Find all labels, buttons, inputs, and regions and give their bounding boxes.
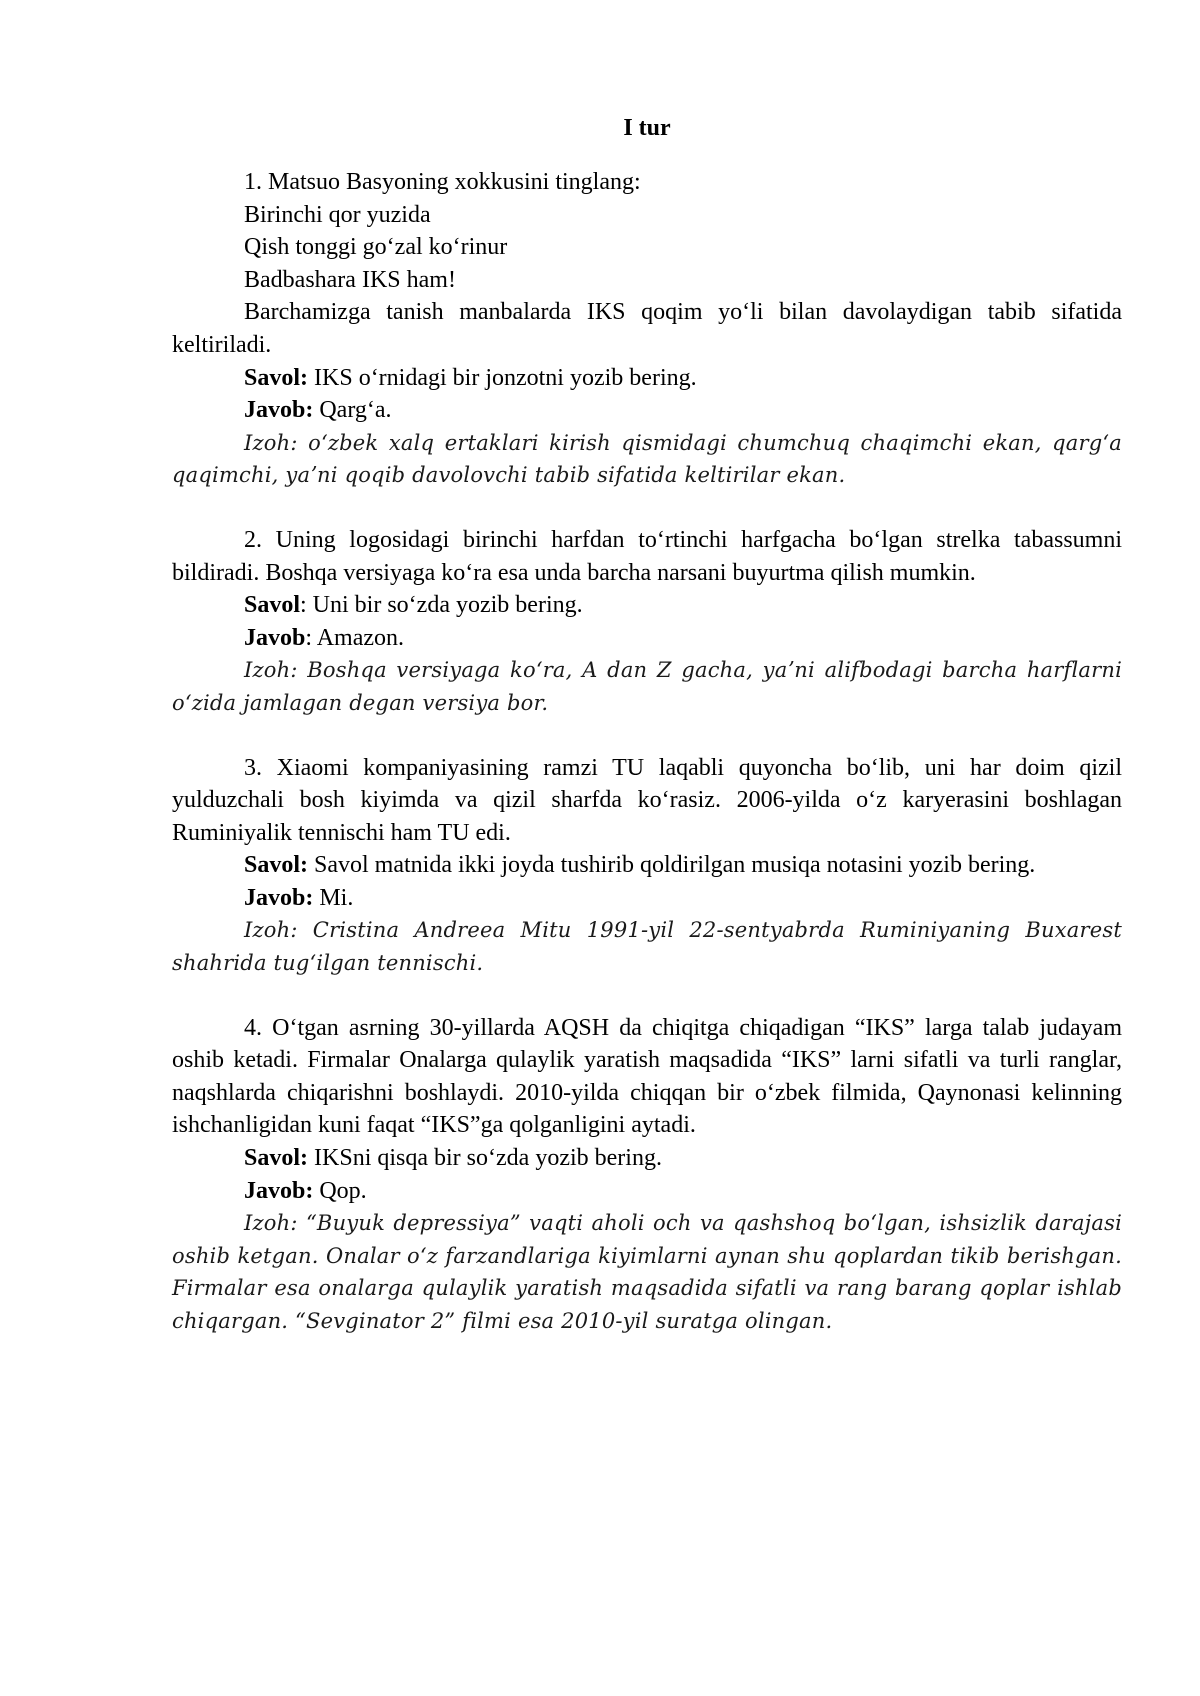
javob-label: Javob:	[244, 397, 314, 424]
haiku-line-2: Qish tonggi goʻzal koʻrinur	[244, 234, 508, 261]
savol-text: : Uni bir soʻzda yozib bering.	[300, 592, 583, 619]
javob-text: : Amazon.	[305, 624, 405, 651]
savol-label: Savol:	[244, 364, 309, 391]
question-2-savol	[172, 589, 1122, 622]
question-2-text: 2. Uning logosidagi birinchi harfdan toʻrtinchi harfgacha boʻlgan strelka tabassumni bildiradi. Boshqa versiyaga koʻra esa unda barcha narsani buyurtma qilish mumkin.	[172, 526, 1122, 586]
question-1-izoh: Izoh: oʻzbek xalq ertaklari kirish qismidagi chumchuq chaqimchi ekan, qargʻa qaqimchi, yaʼni qoqib davolovchi tabib sifatida keltirilar ekan.	[172, 430, 1122, 488]
question-2-izoh: Izoh: Boshqa versiyaga koʻra, A dan Z gacha, yaʼni alifbodagi barcha harflarni oʻzida jamlagan degan versiya bor.	[172, 658, 1122, 715]
question-4	[172, 1012, 1122, 1338]
savol-text: IKS oʻrnidagi bir jonzotni yozib bering.	[308, 364, 697, 391]
question-3	[172, 752, 1122, 980]
savol-label: Savol:	[244, 852, 309, 879]
javob-text: Mi.	[313, 884, 354, 911]
haiku-line-1: Birinchi qor yuzida	[244, 201, 431, 228]
question-4-izoh: Izoh: “Buyuk depressiya” vaqti aholi och va qashshoq boʻlgan, ishsizlik darajasi oshib ketgan. Onalar oʻz farzandlariga kiyimlarni aynan shu qoplardan tikib berishgan. Firmalar esa onalarga qulaylik yaratish maqsadida sifatli va rang barang qoplar ishlab chiqargan. “Sevginator 2” filmi esa 2010-yil suratga olingan.	[172, 1211, 1122, 1333]
document-page	[172, 112, 1122, 1370]
savol-text: Savol matnida ikki joyda tushirib qoldirilgan musiqa notasini yozib bering.	[308, 852, 1036, 879]
question-1-intro: 1. Matsuo Basyoning xokkusini tinglang:	[244, 169, 641, 195]
question-1	[172, 166, 1122, 492]
javob-label: Javob:	[244, 1177, 314, 1204]
document-title: I tur	[623, 115, 671, 141]
question-4-text: 4. Oʻtgan asrning 30-yillarda AQSH da chiqitga chiqadigan “IKS” larga talab judayam oshib ketadi. Firmalar Onalarga qulaylik yaratish maqsadida “IKS” larni sifatli va turli ranglar, naqshlarda chiqarishni boshlaydi. 2010-yilda chiqqan bir oʻzbek filmida, Qaynonasi kelinning ishchanligidan kuni faqat “IKS”ga qolganligini aytadi.	[172, 1014, 1122, 1139]
question-4-savol	[172, 1142, 1122, 1175]
haiku-line-3: Badbashara IKS ham!	[244, 266, 456, 293]
question-2	[172, 524, 1122, 720]
question-4-javob	[172, 1175, 1122, 1208]
question-3-izoh: Izoh: Cristina Andreea Mitu 1991-yil 22-sentyabrda Ruminiyaning Buxarest shahrida tugʻilgan tennischi.	[172, 918, 1122, 976]
javob-label: Javob:	[244, 884, 314, 911]
question-1-savol	[172, 362, 1122, 395]
question-3-savol	[172, 849, 1122, 882]
question-3-javob	[172, 882, 1122, 915]
question-1-text: Barchamizga tanish manbalarda IKS qoqim yoʻli bilan davolaydigan tabib sifatida keltiriladi.	[172, 299, 1122, 358]
question-1-javob	[172, 394, 1122, 427]
savol-text: IKSni qisqa bir soʻzda yozib bering.	[308, 1145, 662, 1172]
savol-label: Savol	[244, 592, 301, 619]
question-2-javob	[172, 622, 1122, 655]
question-3-text: 3. Xiaomi kompaniyasining ramzi TU laqabli quyoncha boʻlib, uni har doim qizil yulduzchali bosh kiyimda va qizil sharfda koʻrasiz. 2006-yilda oʻz karyerasini boshlagan Ruminiyalik tennischi ham TU edi.	[172, 754, 1122, 846]
javob-text: Qargʻa.	[313, 397, 392, 424]
savol-label: Savol:	[244, 1145, 309, 1172]
javob-text: Qop.	[313, 1177, 367, 1204]
javob-label: Javob	[244, 624, 306, 651]
